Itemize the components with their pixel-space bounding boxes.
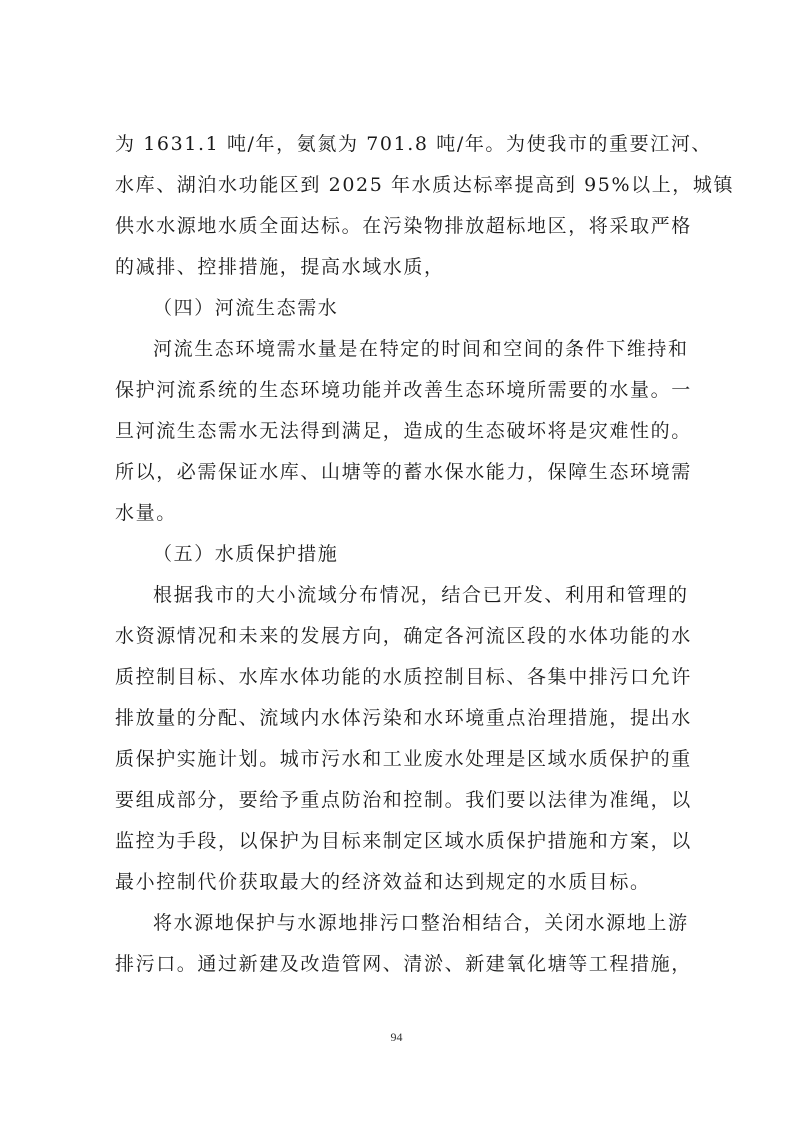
text-line: 排污口。通过新建及改造管网、清淤、新建氧化塘等工程措施， bbox=[115, 953, 692, 975]
text-line: 供水水源地水质全面达标。在污染物排放超标地区，将采取严格 bbox=[115, 215, 692, 237]
text-line: 的减排、控排措施，提高水域水质， bbox=[115, 256, 445, 278]
text-line: 水量。 bbox=[115, 502, 177, 524]
text-line: 所以，必需保证水库、山塘等的蓄水保水能力，保障生态环境需 bbox=[115, 461, 692, 483]
text-line: 质控制目标、水库水体功能的水质控制目标、各集中排污口允许 bbox=[115, 666, 692, 688]
text-line: 将水源地保护与水源地排污口整治相结合，关闭水源地上游 bbox=[153, 912, 689, 934]
text-line: 为 1631.1 吨/年，氨氮为 701.8 吨/年。为使我市的重要江河、 bbox=[115, 133, 713, 155]
text-line: 根据我市的大小流域分布情况，结合已开发、利用和管理的 bbox=[153, 584, 689, 606]
text-line: 最小控制代价获取最大的经济效益和达到规定的水质目标。 bbox=[115, 871, 651, 893]
text-line: 保护河流系统的生态环境功能并改善生态环境所需要的水量。一 bbox=[115, 379, 692, 401]
text-line: 水资源情况和未来的发展方向，确定各河流区段的水体功能的水 bbox=[115, 625, 692, 647]
text-line: 河流生态环境需水量是在特定的时间和空间的条件下维持和 bbox=[153, 338, 689, 360]
text-line: 旦河流生态需水无法得到满足，造成的生态破坏将是灾难性的。 bbox=[115, 420, 692, 442]
section-heading: （四）河流生态需水 bbox=[153, 297, 339, 319]
text-line: 质保护实施计划。城市污水和工业废水处理是区域水质保护的重 bbox=[115, 748, 692, 770]
text-line: 要组成部分，要给予重点防治和控制。我们要以法律为准绳，以 bbox=[115, 789, 692, 811]
page-number: 94 bbox=[390, 1030, 403, 1044]
text-line: 排放量的分配、流域内水体污染和水环境重点治理措施，提出水 bbox=[115, 707, 692, 729]
text-line: 水库、湖泊水功能区到 2025 年水质达标率提高到 95%以上，城镇 bbox=[115, 174, 735, 196]
body-text bbox=[115, 124, 735, 985]
text-line: 监控为手段，以保护为目标来制定区域水质保护措施和方案，以 bbox=[115, 830, 692, 852]
section-heading: （五）水质保护措施 bbox=[153, 543, 339, 565]
